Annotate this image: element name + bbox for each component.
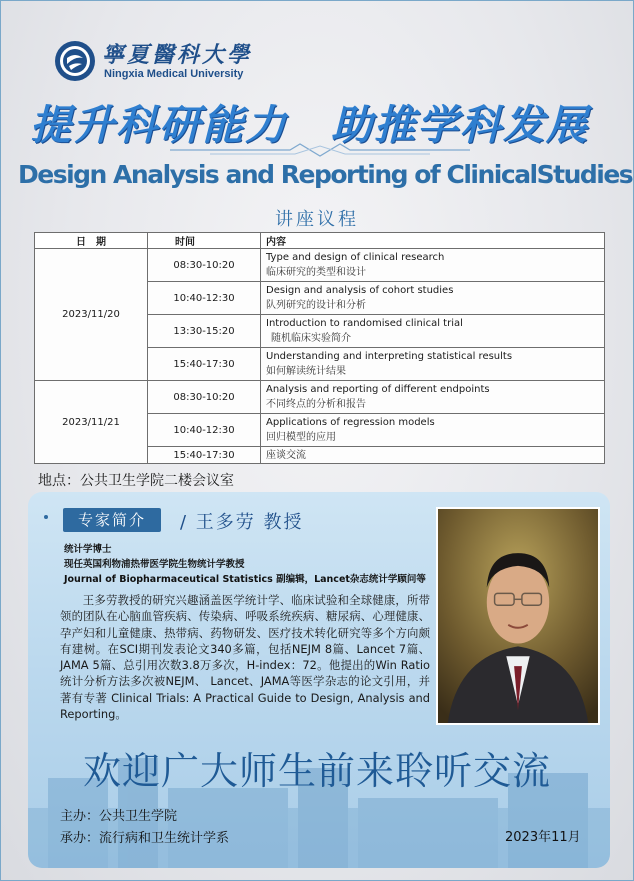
topic-cn: 回归模型的应用 xyxy=(266,432,336,443)
time-cell: 15:40-17:30 xyxy=(148,447,261,464)
time-cell: 08:30-10:20 xyxy=(148,381,261,414)
decorative-divider xyxy=(170,142,470,158)
university-logo-icon xyxy=(54,40,96,82)
time-cell: 15:40-17:30 xyxy=(148,348,261,381)
time-cell: 10:40-12:30 xyxy=(148,414,261,447)
content-cell xyxy=(261,381,605,414)
organizer-text: 承办：流行病和卫生统计学系 xyxy=(60,831,230,846)
topic-cn: 座谈交流 xyxy=(266,449,306,461)
university-name-cn: 寧夏醫科大學 xyxy=(102,42,253,68)
table-header-row xyxy=(35,233,605,249)
topic-en: Design and analysis of cohort studies xyxy=(266,285,454,296)
content-cell xyxy=(261,282,605,315)
content-cell xyxy=(261,315,605,348)
venue-text: 地点：公共卫生学院二楼会议室 xyxy=(38,473,234,489)
topic-en: Analysis and reporting of different endpoints xyxy=(266,384,490,395)
credential-line: 现任英国利物浦热带医学院生物统计学教授 xyxy=(64,559,245,570)
topic-en: Introduction to randomised clinical trial xyxy=(266,318,463,329)
time-cell: 10:40-12:30 xyxy=(148,282,261,315)
column-header-time: 时间 xyxy=(148,233,261,249)
topic-cn: 随机临床实验简介 xyxy=(271,333,351,344)
date-cell: 2023/11/21 xyxy=(35,381,148,464)
slogan-title: 提升科研能力 助推学科发展 xyxy=(30,101,589,149)
credential-line: Journal of Biopharmaceutical Statistics 副编辑，Lancet杂志统计学顾问等 xyxy=(64,574,426,585)
agenda-table xyxy=(34,232,605,464)
topic-cn: 不同终点的分析和报告 xyxy=(266,399,366,410)
content-cell xyxy=(261,414,605,447)
agenda-heading: 讲座议程 xyxy=(275,209,359,230)
expert-portrait-image xyxy=(436,507,600,725)
topic-en: Understanding and interpreting statistical results xyxy=(266,351,513,362)
expert-bio: 王多劳教授的研究兴趣涵盖医学统计学、临床试验和全球健康，所带领的团队在心脑血管疾病、传染病、呼吸系统疾病、糖尿病、心理健康、孕产妇和儿童健康、热带病、药物研发、医疗技术转化研究等多个方向颇有建树。在SCI期刊发表论文340多篇，包括NEJM 8篇、Lancet 7篇、JAMA 5篇、总引用次数3.8万多次，H-index：72。他提出的Win Ratio统计分析方法多次被NEJM、 Lancet、JAMA等医学杂志的论文引用，并著有专著 Clinical Trials: A Practical Guide to Design, Analysis and Reporting。 xyxy=(60,593,430,722)
english-title: Design Analysis and Reporting of ClinicalStudies xyxy=(18,160,633,189)
university-name-en: Ningxia Medical University xyxy=(104,68,244,80)
content-cell xyxy=(261,348,605,381)
topic-cn: 临床研究的类型和设计 xyxy=(266,267,366,278)
content-cell xyxy=(261,249,605,282)
topic-en: Applications of regression models xyxy=(266,417,435,428)
credential-line: 统计学博士 xyxy=(64,544,112,555)
time-cell: 13:30-15:20 xyxy=(148,315,261,348)
column-header-date: 日 期 xyxy=(35,233,148,249)
topic-cn: 如何解读统计结果 xyxy=(266,366,346,377)
expert-intro-tag: 专家简介 xyxy=(63,508,161,532)
date-cell: 2023/11/20 xyxy=(35,249,148,381)
column-header-content: 内容 xyxy=(261,233,605,249)
expert-name: / 王多劳 教授 xyxy=(180,512,304,533)
welcome-banner: 欢迎广大师生前来聆听交流 xyxy=(82,749,551,793)
topic-en: Type and design of clinical research xyxy=(266,252,445,263)
host-text: 主办：公共卫生学院 xyxy=(60,809,178,824)
content-cell xyxy=(261,447,605,464)
footer-date: 2023年11月 xyxy=(505,830,581,845)
bullet-dot xyxy=(44,515,48,519)
time-cell: 08:30-10:20 xyxy=(148,249,261,282)
topic-cn: 队列研究的设计和分析 xyxy=(266,300,366,311)
table-row xyxy=(35,249,605,282)
table-row xyxy=(35,381,605,414)
